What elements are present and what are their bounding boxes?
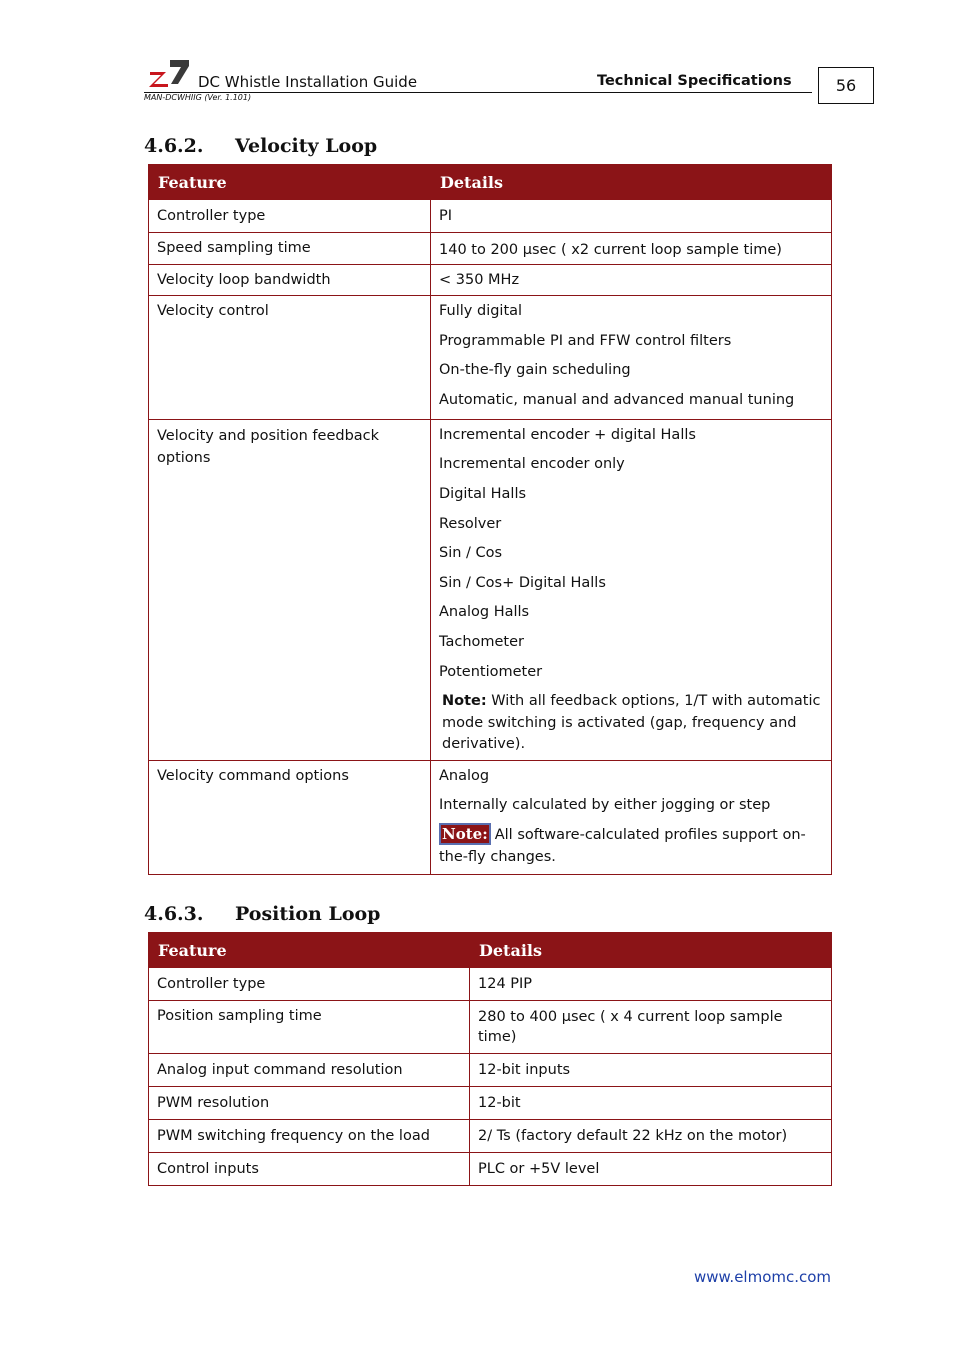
heading-number: 4.6.3.: [144, 903, 204, 925]
table-row: [149, 296, 832, 420]
page-number: 56: [818, 67, 874, 104]
detail-line: Tachometer: [439, 633, 524, 650]
details-cell: < 350 MHz: [431, 265, 832, 296]
details-cell: [431, 419, 832, 760]
feature-cell: PWM switching frequency on the load: [149, 1120, 470, 1153]
table-row: [149, 968, 832, 1001]
table-row: [149, 200, 832, 233]
feedback-note: [439, 691, 823, 756]
details-cell: 2/ Ts (factory default 22 kHz on the motor): [470, 1120, 832, 1153]
heading-text: Position Loop: [235, 903, 381, 925]
column-header-feature: Feature: [149, 933, 470, 968]
feature-cell: Control inputs: [149, 1153, 470, 1186]
detail-line: Sin / Cos+ Digital Halls: [439, 574, 606, 591]
detail-line: Analog Halls: [439, 604, 530, 621]
details-cell: 140 to 200 μsec ( x2 current loop sample time): [431, 233, 832, 265]
note-badge: Note:: [439, 823, 491, 845]
detail-line: Resolver: [439, 515, 502, 532]
feature-cell: Speed sampling time: [149, 233, 431, 265]
detail-line: Incremental encoder only: [439, 456, 625, 473]
details-cell: [431, 760, 832, 875]
elmo-logo-icon: [148, 58, 190, 88]
feature-cell: Position sampling time: [149, 1001, 470, 1054]
table-header-row: [149, 165, 832, 200]
note-text: With all feedback options, 1/T with automatic mode switching is activated (gap, frequency and derivative).: [442, 693, 821, 753]
details-cell: 280 to 400 μsec ( x 4 current loop sample time): [470, 1001, 832, 1054]
document-title: DC Whistle Installation Guide: [198, 73, 418, 91]
details-cell: PI: [431, 200, 832, 233]
detail-line: On-the-fly gain scheduling: [439, 362, 631, 379]
feature-cell: Velocity control: [149, 296, 431, 420]
note-label: Note:: [442, 693, 487, 710]
table-row: [149, 1087, 832, 1120]
detail-line: Automatic, manual and advanced manual tuning: [439, 391, 795, 408]
note-text: All software-calculated profiles support on-the-fly changes.: [439, 827, 806, 866]
feature-cell: PWM resolution: [149, 1087, 470, 1120]
detail-line: Programmable PI and FFW control filters: [439, 332, 732, 349]
details-cell: 12-bit: [470, 1087, 832, 1120]
feature-cell: Velocity command options: [149, 760, 431, 875]
column-header-details: Details: [431, 165, 832, 200]
feature-cell: Controller type: [149, 968, 470, 1001]
table-row: [149, 760, 832, 875]
table-row: [149, 1001, 832, 1054]
column-header-feature: Feature: [149, 165, 431, 200]
detail-line: Potentiometer: [439, 663, 543, 680]
details-cell: 124 PIP: [470, 968, 832, 1001]
feature-cell: Velocity loop bandwidth: [149, 265, 431, 296]
position-loop-table: [148, 932, 832, 1186]
table-header-row: [149, 933, 832, 968]
details-cell: [431, 296, 832, 420]
detail-line: Sin / Cos: [439, 545, 503, 562]
detail-line: Digital Halls: [439, 485, 527, 502]
detail-line: Fully digital: [439, 303, 523, 319]
detail-line: Analog: [439, 767, 490, 784]
heading-position-loop: [144, 903, 380, 925]
heading-number: 4.6.2.: [144, 135, 204, 157]
table-row: [149, 1120, 832, 1153]
page-header: [0, 0, 954, 110]
version-label: MAN-DCWHIIG (Ver. 1.101): [144, 93, 252, 102]
table-row: [149, 265, 832, 296]
feature-cell: Analog input command resolution: [149, 1054, 470, 1087]
table-row: [149, 1054, 832, 1087]
heading-text: Velocity Loop: [235, 135, 378, 157]
command-note: [439, 823, 823, 868]
feature-cell: Controller type: [149, 200, 431, 233]
detail-line: Incremental encoder + digital Halls: [439, 426, 696, 443]
heading-velocity-loop: [144, 135, 377, 157]
detail-line: Internally calculated by either jogging or step: [439, 797, 771, 814]
website-link[interactable]: www.elmomc.com: [694, 1268, 832, 1286]
velocity-loop-table: [148, 164, 832, 875]
table-row: [149, 419, 832, 760]
section-title: Technical Specifications: [597, 73, 792, 89]
details-cell: 12-bit inputs: [470, 1054, 832, 1087]
feature-cell: Velocity and position feedback options: [149, 419, 431, 760]
table-row: [149, 1153, 832, 1186]
details-cell: PLC or +5V level: [470, 1153, 832, 1186]
table-row: [149, 233, 832, 265]
column-header-details: Details: [470, 933, 832, 968]
